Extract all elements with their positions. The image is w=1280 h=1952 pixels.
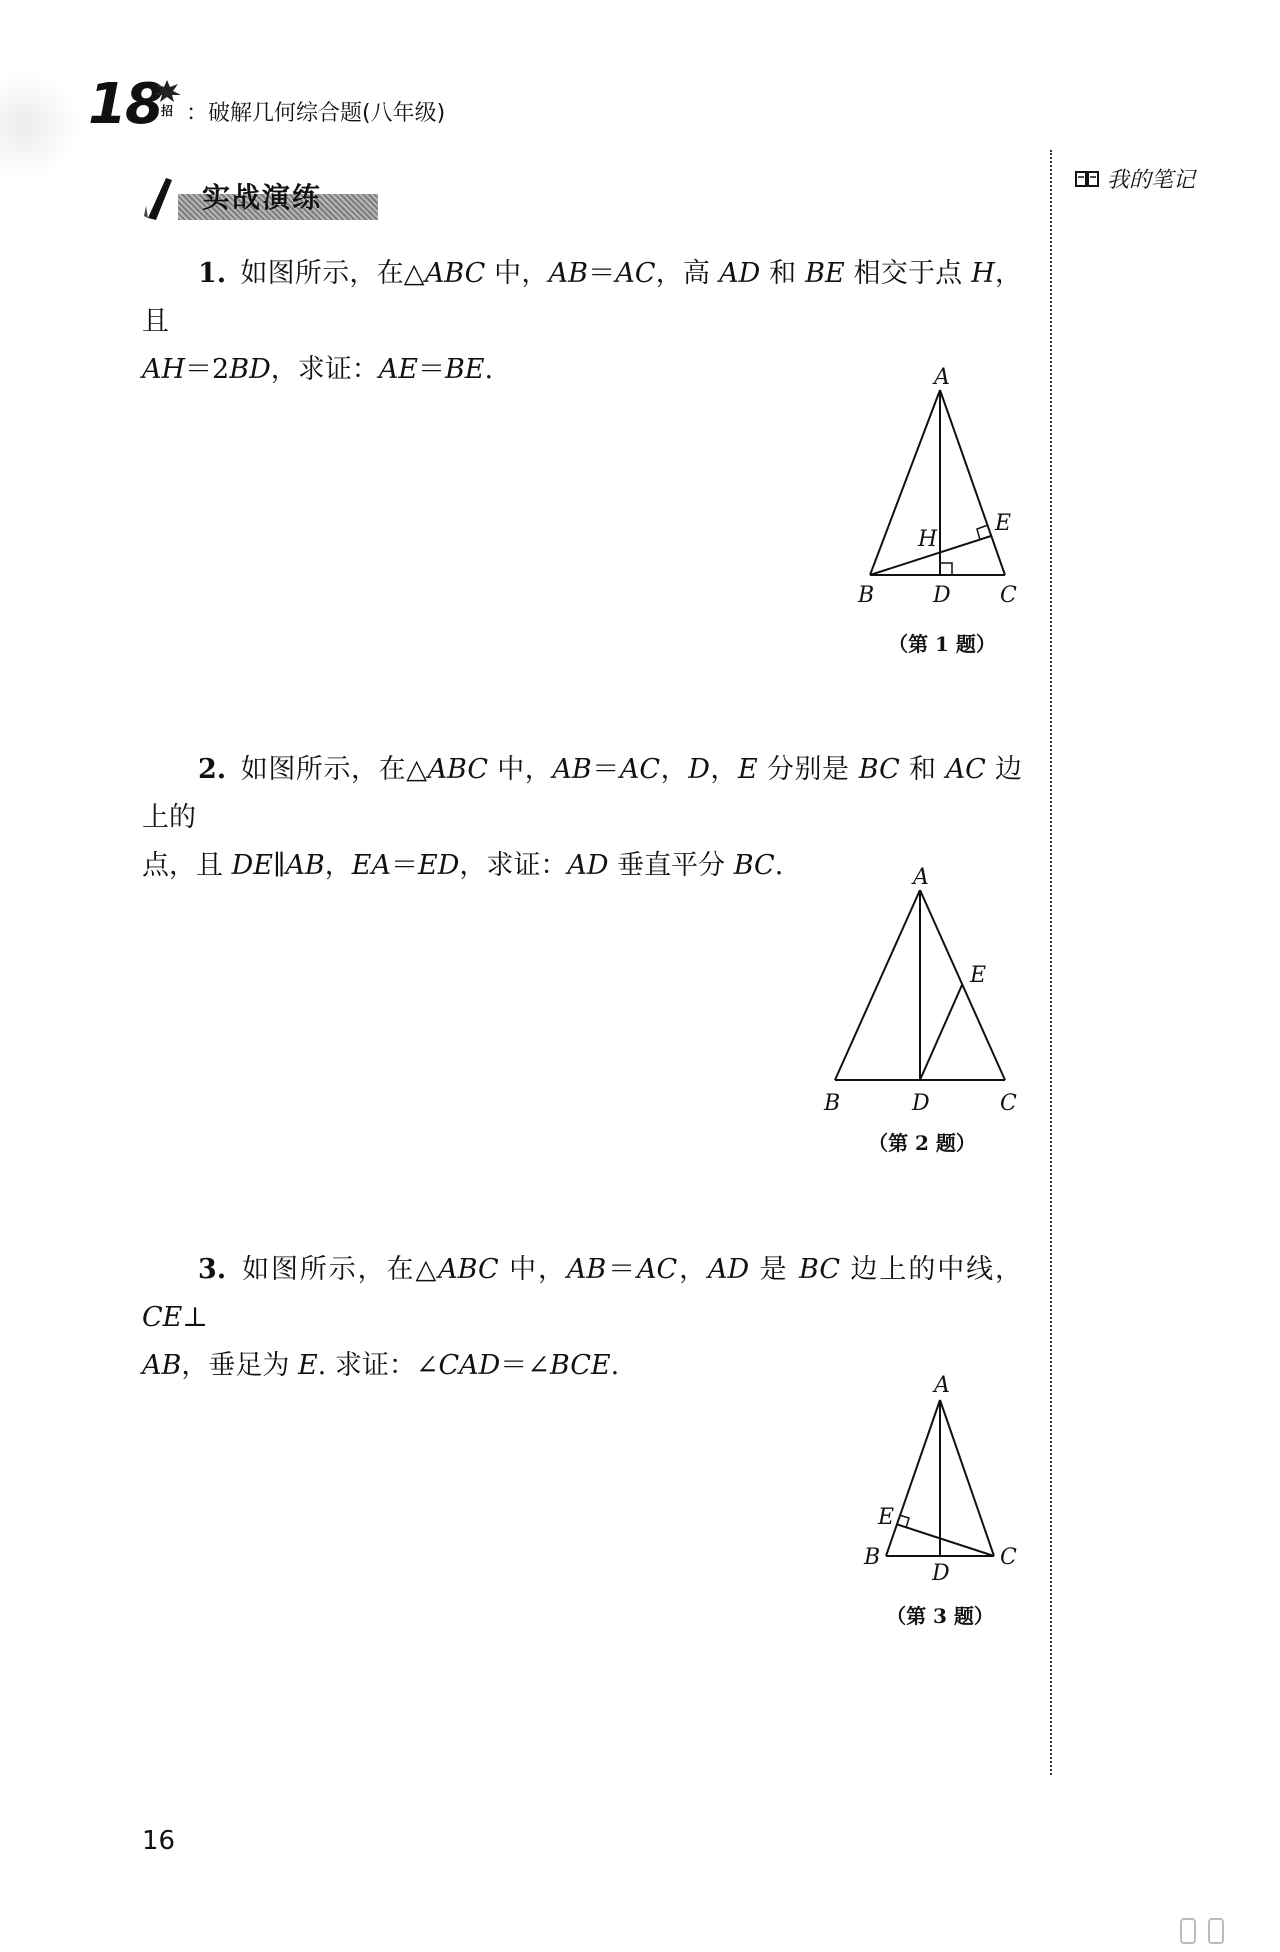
- text: . 求证：∠: [317, 1350, 439, 1381]
- text: ，: [677, 1254, 709, 1285]
- text: ∥: [272, 850, 286, 881]
- page-view-icon[interactable]: [1208, 1918, 1224, 1944]
- text: 如图所示，在△: [240, 1254, 439, 1285]
- edge-ac: [940, 1400, 994, 1556]
- text: ⊥: [182, 1302, 208, 1333]
- text: .: [774, 850, 784, 881]
- math: AH: [142, 354, 186, 385]
- text: 如图所示，在△: [240, 258, 425, 289]
- math: AD: [567, 850, 609, 881]
- text: 分别是: [757, 754, 859, 785]
- problem-3-line-1: [142, 1246, 1022, 1342]
- section-banner: [142, 172, 378, 226]
- problem-number: 3.: [198, 1254, 227, 1285]
- text: 相交于点: [844, 258, 972, 289]
- math: BD: [229, 354, 271, 385]
- math: BC: [858, 754, 900, 785]
- label-b: B: [824, 1091, 841, 1116]
- label-c: C: [1000, 1545, 1017, 1570]
- perpendicular-ce: [896, 1524, 994, 1556]
- open-book-icon: [1075, 170, 1099, 188]
- text: 中，: [488, 754, 553, 785]
- text: ＝∠: [500, 1350, 550, 1381]
- math: AE: [378, 354, 418, 385]
- zhao-char-text: 招: [160, 104, 173, 118]
- math: AD: [708, 1254, 750, 1285]
- label-e: E: [970, 963, 987, 988]
- section-title: 实战演练: [202, 181, 323, 214]
- math: E: [738, 754, 758, 785]
- text: ＝: [391, 850, 418, 881]
- text: 中，: [498, 1254, 567, 1285]
- figure-3: [860, 1372, 1020, 1592]
- math: AB: [285, 850, 325, 881]
- math: ED: [418, 850, 460, 881]
- segment-de: [920, 985, 962, 1080]
- text: ，求证：: [459, 850, 568, 881]
- text: ＝: [591, 754, 620, 785]
- problem-2: [142, 746, 1022, 890]
- triangle-diagram-3: [860, 1372, 1020, 1592]
- math: BE: [805, 258, 845, 289]
- figure-2: [820, 865, 1020, 1116]
- label-h: H: [918, 527, 938, 552]
- text: 垂直平分: [608, 850, 734, 881]
- viewer-controls[interactable]: [1180, 1918, 1224, 1944]
- book-series-number: 18: [88, 72, 162, 137]
- math: ABC: [438, 1254, 499, 1285]
- text: 边上的中线，: [840, 1254, 1023, 1285]
- triangle-diagram-2: [820, 865, 1020, 1116]
- math: AB: [566, 1254, 607, 1285]
- problem-1-line-1: [142, 250, 1022, 346]
- figure-2-caption: （第 2 题）: [868, 1131, 976, 1155]
- starburst-icon: [152, 80, 182, 102]
- notes-heading: [1075, 163, 1195, 194]
- page-view-icon[interactable]: [1180, 1918, 1196, 1944]
- triangle-diagram-1: [850, 365, 1030, 610]
- text: 和: [760, 258, 806, 289]
- text: ＝: [587, 258, 616, 289]
- text: 中，: [485, 258, 549, 289]
- text: ＝2: [185, 354, 230, 385]
- label-d: D: [912, 1091, 930, 1116]
- label-a: A: [934, 1373, 950, 1398]
- zhao-character: [152, 80, 182, 120]
- text: 如图所示，在△: [240, 754, 428, 785]
- edge-ab: [835, 890, 920, 1080]
- text: 是: [749, 1254, 800, 1285]
- math: CE: [142, 1302, 183, 1333]
- label-e: E: [995, 511, 1012, 536]
- math: AC: [637, 1254, 678, 1285]
- figure-1-caption: （第 1 题）: [888, 632, 996, 656]
- math: BC: [733, 850, 775, 881]
- math: AB: [548, 258, 588, 289]
- label-e: E: [878, 1505, 895, 1530]
- math: BE: [444, 354, 485, 385]
- math: EA: [351, 850, 391, 881]
- text: 和: [899, 754, 946, 785]
- math: ABC: [427, 754, 489, 785]
- label-d: D: [932, 1561, 950, 1586]
- figure-3-caption: （第 3 题）: [886, 1604, 994, 1628]
- edge-ac: [940, 390, 1005, 575]
- math: D: [688, 754, 710, 785]
- label-b: B: [864, 1545, 881, 1570]
- math: AC: [615, 258, 656, 289]
- text: .: [484, 354, 494, 385]
- page-scuff-mark: [0, 70, 80, 180]
- math: ABC: [424, 258, 486, 289]
- label-c: C: [1000, 583, 1017, 608]
- label-c: C: [1000, 1091, 1017, 1116]
- text: ＝: [417, 354, 445, 385]
- label-b: B: [858, 583, 875, 608]
- text: .: [610, 1350, 620, 1381]
- label-a: A: [913, 865, 929, 890]
- problem-3: [142, 1246, 1022, 1390]
- edge-ab: [886, 1400, 940, 1556]
- math: AC: [945, 754, 986, 785]
- book-title: ：破解几何综合题(八年级): [186, 101, 446, 126]
- math: AB: [552, 754, 592, 785]
- notes-divider: [1050, 150, 1052, 1775]
- text: ，垂足为: [181, 1350, 298, 1381]
- right-angle-mark-d: [940, 563, 952, 575]
- pen-stroke-icon: [142, 176, 176, 222]
- math: E: [297, 1350, 318, 1381]
- math: H: [971, 258, 995, 289]
- text: ，: [660, 754, 689, 785]
- text: ，且: [142, 258, 1023, 337]
- math: AB: [142, 1350, 182, 1381]
- math: BCE: [549, 1350, 611, 1381]
- math: CAD: [438, 1350, 501, 1381]
- text: ＝: [606, 1254, 638, 1285]
- page-number: 16: [142, 1826, 176, 1856]
- label-d: D: [933, 583, 951, 608]
- math: DE: [231, 850, 273, 881]
- problem-number: 1.: [198, 258, 227, 289]
- text: 点，且: [142, 850, 232, 881]
- text: ，求证：: [270, 354, 379, 385]
- text: ，高: [655, 258, 720, 289]
- math: AD: [719, 258, 761, 289]
- text: ，: [324, 850, 352, 881]
- problem-2-line-1: [142, 746, 1022, 842]
- notes-label: 我的笔记: [1107, 168, 1196, 193]
- text: ，: [709, 754, 739, 785]
- label-a: A: [934, 365, 950, 390]
- math: BC: [799, 1254, 841, 1285]
- figure-1: [850, 365, 1030, 610]
- math: AC: [619, 754, 661, 785]
- text: 边上的: [142, 754, 1023, 833]
- problem-number: 2.: [198, 754, 227, 785]
